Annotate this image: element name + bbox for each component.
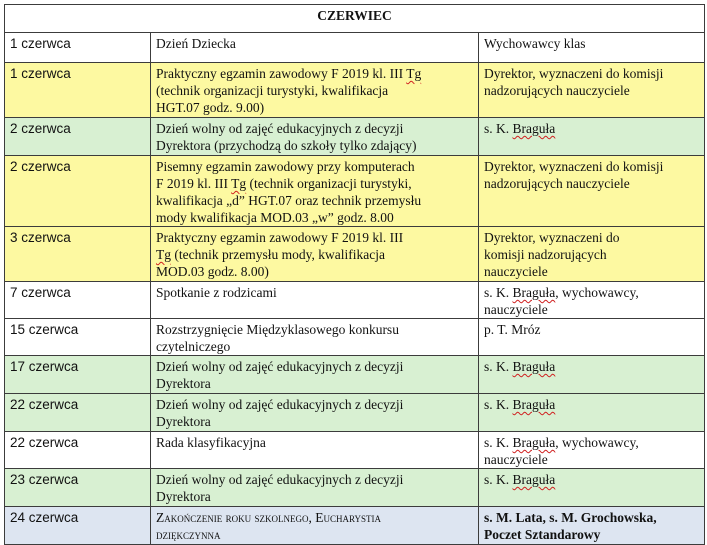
- event-line: Dyrektora (przychodzą do szkoły tylko zdający): [156, 138, 417, 153]
- person-cell: Wychowawcy klas: [479, 33, 705, 63]
- date-cell: 23 czerwca: [5, 469, 151, 507]
- table-row: [5, 394, 705, 432]
- event-line: Dyrektora: [156, 376, 211, 391]
- event-line: Zakończenie roku szkolnego, Eucharystia: [156, 510, 381, 525]
- table-row: [5, 227, 705, 282]
- event-cell: Rada klasyfikacyjna: [151, 432, 479, 469]
- event-cell: [151, 118, 479, 156]
- event-line: kwalifikacja „d” HGT.07 oraz technik przemysłu: [156, 193, 422, 208]
- person-cell: s. K. Braguła: [479, 394, 705, 432]
- table-row: [5, 319, 705, 356]
- event-line: mody kwalifikacja MOD.03 „w” godz. 8.00: [156, 210, 394, 225]
- person-cell: [479, 156, 705, 227]
- event-cell: [151, 469, 479, 507]
- event-cell: [151, 319, 479, 356]
- person-cell: [479, 507, 705, 545]
- table-row: [5, 432, 705, 469]
- event-cell: [151, 63, 479, 118]
- date-cell: 22 czerwca: [5, 432, 151, 469]
- spellcheck-word: Braguła: [512, 121, 556, 136]
- event-line: HGT.07 godz. 9.00): [156, 100, 265, 115]
- date-cell: 3 czerwca: [5, 227, 151, 282]
- event-cell: [151, 156, 479, 227]
- event-line: (technik organizacji turystyki, kwalifikacja: [156, 83, 389, 98]
- event-line: Tg (technik przemysłu mody, kwalifikacja: [156, 247, 385, 262]
- person-line: Dyrektor, wyznaczeni do komisji: [484, 159, 664, 174]
- event-cell: [151, 507, 479, 545]
- date-cell: 1 czerwca: [5, 63, 151, 118]
- table-row: [5, 63, 705, 118]
- table-row: [5, 469, 705, 507]
- person-line: nadzorujących nauczyciele: [484, 83, 630, 98]
- table-row: [5, 356, 705, 394]
- date-cell: 17 czerwca: [5, 356, 151, 394]
- event-line: Praktyczny egzamin zawodowy F 2019 kl. III Tg: [156, 66, 422, 81]
- date-cell: 7 czerwca: [5, 282, 151, 319]
- event-line: Dyrektora: [156, 489, 211, 504]
- person-line: Dyrektor, wyznaczeni do komisji: [484, 66, 664, 81]
- date-cell: 2 czerwca: [5, 156, 151, 227]
- person-line: nadzorujących nauczyciele: [484, 176, 630, 191]
- event-line: Dzień wolny od zajęć edukacyjnych z decyzji: [156, 472, 404, 487]
- person-line: s. M. Lata, s. M. Grochowska,: [484, 510, 657, 525]
- event-line: Dzień wolny od zajęć edukacyjnych z decyzji: [156, 397, 404, 412]
- event-line: Pisemny egzamin zawodowy przy komputerach: [156, 159, 415, 174]
- event-line: F 2019 kl. III Tg (technik organizacji turystyki,: [156, 176, 412, 191]
- person-line: Poczet Sztandarowy: [484, 527, 601, 542]
- event-cell: Dzień Dziecka: [151, 33, 479, 63]
- date-cell: 22 czerwca: [5, 394, 151, 432]
- spellcheck-word: Tg: [406, 66, 422, 81]
- spellcheck-word: Tg: [156, 247, 171, 262]
- date-cell: 24 czerwca: [5, 507, 151, 545]
- table-row: [5, 118, 705, 156]
- spellcheck-word: Braguła: [512, 435, 556, 450]
- event-line: Praktyczny egzamin zawodowy F 2019 kl. III: [156, 230, 404, 245]
- event-line: Dzień wolny od zajęć edukacyjnych z decyzji: [156, 121, 404, 136]
- person-cell: s. K. Braguła: [479, 469, 705, 507]
- person-cell: [479, 227, 705, 282]
- june-schedule-table: [4, 4, 705, 545]
- person-line: Dyrektor, wyznaczeni do: [484, 230, 620, 245]
- event-cell: [151, 356, 479, 394]
- date-cell: 2 czerwca: [5, 118, 151, 156]
- table-row: [5, 33, 705, 63]
- event-line: MOD.03 godz. 8.00): [156, 264, 269, 279]
- spellcheck-word: Tg: [231, 176, 247, 191]
- event-cell: [151, 227, 479, 282]
- table-row: [5, 507, 705, 545]
- person-cell: s. K. Braguła: [479, 356, 705, 394]
- person-line: nauczyciele: [484, 264, 548, 279]
- event-line: Dyrektora: [156, 414, 211, 429]
- event-line: dziękczynna: [156, 527, 221, 542]
- date-cell: 1 czerwca: [5, 33, 151, 63]
- person-line: s. K. Braguła, wychowawcy,: [484, 435, 639, 450]
- event-cell: Spotkanie z rodzicami: [151, 282, 479, 319]
- person-line: nauczyciele: [484, 302, 548, 317]
- table-title: CZERWIEC: [5, 5, 705, 33]
- spellcheck-word: Braguła: [512, 285, 556, 300]
- spellcheck-word: Braguła: [512, 397, 556, 412]
- person-line: komisji nadzorujących: [484, 247, 607, 262]
- person-line: s. K. Braguła, wychowawcy,: [484, 285, 639, 300]
- date-cell: 15 czerwca: [5, 319, 151, 356]
- event-line: czytelniczego: [156, 339, 231, 354]
- person-cell: [479, 432, 705, 469]
- person-cell: [479, 63, 705, 118]
- event-cell: [151, 394, 479, 432]
- spellcheck-word: Braguła: [512, 472, 556, 487]
- spellcheck-word: Braguła: [512, 359, 556, 374]
- event-line: Dzień wolny od zajęć edukacyjnych z decyzji: [156, 359, 404, 374]
- person-cell: p. T. Mróz: [479, 319, 705, 356]
- table-title-row: [5, 5, 705, 33]
- person-cell: s. K. Braguła: [479, 118, 705, 156]
- table-row: [5, 282, 705, 319]
- event-line: Rozstrzygnięcie Międzyklasowego konkursu: [156, 322, 399, 337]
- person-line: nauczyciele: [484, 452, 548, 467]
- table-row: [5, 156, 705, 227]
- person-cell: [479, 282, 705, 319]
